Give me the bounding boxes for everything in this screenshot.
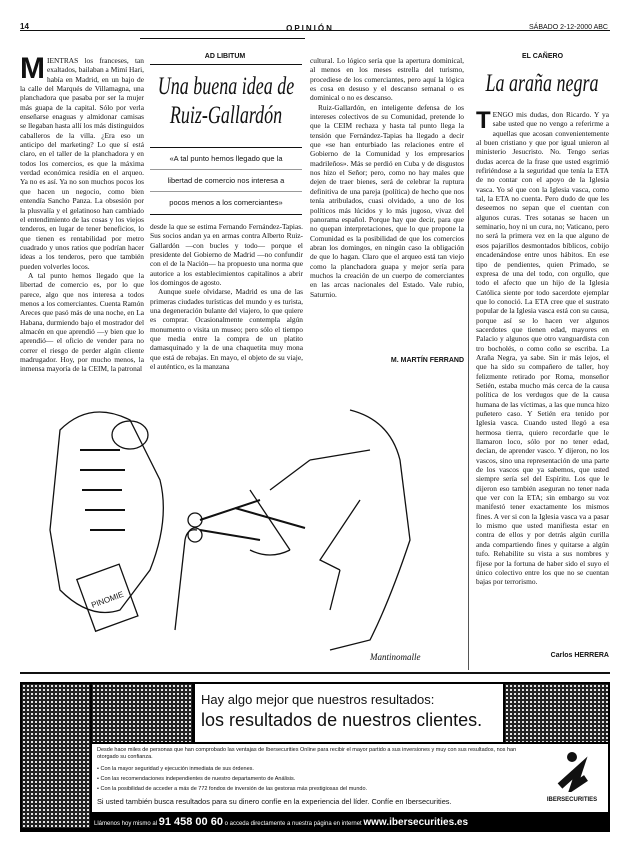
drop-cap: M bbox=[20, 56, 45, 85]
article-left bbox=[20, 56, 144, 386]
header-rule-sub bbox=[140, 38, 305, 39]
ibersecurities-logo bbox=[542, 750, 602, 803]
ad-rule bbox=[20, 672, 610, 674]
pull-line: «A tal punto hemos llegado que la bbox=[150, 148, 302, 170]
kicker-el-canero: EL CAÑERO bbox=[521, 53, 564, 60]
kicker-ad-libitum: AD LIBITUM bbox=[204, 53, 246, 60]
article-right-col bbox=[310, 56, 464, 354]
paragraph: Ruiz-Gallardón, en inteligente defensa de los intereses colectivos de su Comunidad, pretende lo que la CEIM rechaza y hasta tal punto llega la tensión que Fernández-Tapias ha llegado a decir que «se han enturbiado las relaciones entre el Gobierno de la Comunidad y los empresarios madrileños». Más se perdió en Cuba y de disgustos nos hizo el Señor; pero, como no hay males que dejen de traer bienes, será de celebrar la ruptura definitiva de una pareja (política) de hecho que nos tenía atribulados, cuasi olvidado, a uno de los políticos más lúcidos y lo más jugoso, vivaz del panorama español. Porque hay que decir, para que no quepan interpretaciones, que lo que propone la Comunidad es la posibilidad de que los comercios abran los domingos, en ningún caso la obligación de que lo hagan. Claro que el arqueo está tan viejo como la planchadora guapa y mejor sería para muchos la creación de un cuerpo de comerciantes en las arcas nacionales del Estado. Vale rubio, Saturnio. bbox=[310, 102, 464, 299]
ad-footer-lead: Llámenos hoy mismo al bbox=[94, 821, 158, 827]
ad-bullet: • Con la posibilidad de acceder a más de 772 fondos de inversión de las gestoras más prestigiosas del mundo. bbox=[97, 786, 368, 792]
ad-photo-left bbox=[22, 684, 90, 828]
paragraph: ENGO mis dudas, don Ricardo. Y ya sabe usted que no vengo a referirme a aquellas que acosan convenientemente al buen cristiano y que por igual unieron al ministerio Jesucristo. No. Tengo serias dudas acerca de la frase que usted esgrimió refiriéndose a la seguridad que tenía la ETA de no contar con el apoyo de la Iglesia vasca. Yo sé que con la Iglesia vasca, como tal, la ETA no cuenta. Pero dudo de que les deseemos no sepan que el cuentan con algunos curas. Tres sotanas se hacen un seminario, hoy ni un cura, no; Vaticano, pero no será la primera vez en la que alguno de esos pajarillos desmontados bíblicos, cobijo encadenándose entre unos hábitos. En ese tipo de pendientes, quien Primado, se expresa de una del todo, con orgullo, que todo el afecto que un hijo de la Iglesia Católica siente por todo sacerdote ejemplar que lo conoció. La ETA cree que el sustrato popular de la Iglesia vasca está con su causa, porque así se lo hacen ver algunos sacerdotes que tienen edad, mayores en Palacio y algunos que otro vanguardista con tro bocholés, o como coño se escriba. La Araña Negra, ya sabe. Sin ir más lejos, el que ha sido su compañero de taller, hoy felizmente retirado por Roma, monseñor Setién, estaba mucho más cerca de la causa política de los verdugos que de la causa humana de las víctimas, a las que nunca hizo puñetero caso. Y Setién era tenido por Iglesia vasca. Cuando usted llegó a esa hermosa tierra, quiero recordarle que le llamaron loco, sólo por no tener edad, decían, de aprender vasco. Y dijeron, no los vascos, sino una representación de una parte de los vascos que ya sabemos, que usted siempre sería sel del Espíritu. Los que le dijeron eso también aseguran no tener nada que ver con la ETA; sin embargo su voz manifestó tener exactamente los mismos fines. A ver si con la Iglesia vasca va a pasar lo mismo que usted manifiesta estar en contra de ellos y por detrás algún curilla anda compartiendo fines y quitarse a algún tufo. Rehabilite su vista a sus nombres y fíjese por la fortuna de haber sido el suyo el único colectivo entre los que no se cuentan bajas por terrorismo. bbox=[476, 110, 609, 587]
pull-rule-bottom bbox=[150, 214, 302, 215]
headline-right: La araña negra bbox=[485, 70, 599, 97]
paragraph: desde la que se estima Fernando Fernández-Tapias. Sus socios andan ya en armas contra Alberto Ruiz-Gallardón —con bucles y todo— porque el presidente del Gobierno de Madrid —no confundir con el de la Nación— ha propuesto una norma que autorice a los establecimientos capitalinos a abrir los domingos de agosto. bbox=[150, 222, 303, 288]
scissors-icon bbox=[200, 500, 305, 540]
cane bbox=[175, 530, 197, 630]
paragraph: IENTRAS los franceses, tan exaltados, bailaban a Mimí Hari, había en Madrid, en un bajo de la calle del Marqués de Villamagna, una planchadora que pasaba por ser la mujer más guapa de la capital. Sólo por verla enseñarse enaguas y almidonar camisas se llegaban hasta allí los más distinguidos caballeros de la villa. ¿Era eso un anticipo del marketing? Lo que sí está claro, en el taller de la planchadora y en todos los comercios, es que la máxima verdad económica residía en el arqueo. Ya no es así. Ya no son muchos pocos los que hacen un negocio, como bien entendía Sancho Panza. La obsesión por la plusvalía y el gelatinoso han cambiado el entendimiento de las cosas y los viejos tenderos, en lugar de tener beneficios, lo que tienen es rentabilidad por metro cuadrado y unos ratios que podrían hacer ideas a los tenderos, pero que también pueden volverles locos. bbox=[20, 56, 144, 271]
bag-label: PINOMIE bbox=[90, 589, 125, 610]
ad-url-link[interactable]: www.ibersecurities.es bbox=[363, 817, 469, 828]
ad-bullet: • Con las recomendaciones independientes de nuestro departamento de Análisis. bbox=[97, 776, 296, 782]
ad-footer-mid: o acceda directamente a nuestra página en internet bbox=[224, 821, 362, 827]
ibersecurities-i-icon bbox=[552, 750, 592, 792]
drop-cap: T bbox=[476, 110, 491, 134]
pull-line: pocos menos a los comerciantes» bbox=[169, 198, 283, 207]
ad-intro: Desde hace miles de personas que han comprobado las ventajas de Ibersecurities Online para recibir el mayor partido a sus inversiones y muy con sus resultados, nos han otorgado su confianza. bbox=[97, 747, 517, 760]
paragraph: cultural. Lo lógico sería que la apertura dominical, al menos en los meses estrella del turismo, procediese de los comerciantes, pero aquí la lógica es cosa en desuso y el descanso semanal o es dominical o no es descanso. bbox=[310, 56, 464, 103]
paragraph: A tal punto hemos llegado que la libertad de comercio es, por lo que parece, algo que nos interesa a todos menos a los comerciantes. Cuenta Ramón Areces que pasó más de una noche, en La Habana, durmiendo bajo el mostrador del almacén en que aprendió —y bien que lo aprendió— el oficio de vender para no correr el riesgo de perder algún cliente madrugador. Hoy, por mucho menos, la inmensa mayoría de la CEIM, la patronal bbox=[20, 270, 144, 374]
cartoon-signature: Mantinomalle bbox=[370, 652, 421, 662]
ad-tagline: Si usted también busca resultados para su dinero confíe en la experiencia del líder. Confíe en Ibersecurities. bbox=[97, 797, 452, 806]
pull-line: libertad de comercio nos interesa a bbox=[150, 170, 302, 192]
ad-photo-top bbox=[92, 684, 192, 742]
paragraph: Aunque suele olvidarse, Madrid es una de las primeras ciudades turísticas del mundo y es turista, una degeneración bulante del viajero, lo que quiere es comprar. Ocasionalmente contempla algún monumento o visita un museo; pero sólo el tiempo que media entre la compra de un platito damasquinado y la de una chaquetita muy mona que está de rebajas. En mayo, el objeto de su viaje, el auténtico, es la manzana bbox=[150, 287, 303, 372]
ad-headline-2: los resultados de nuestros clientes. bbox=[201, 710, 483, 730]
page-number: 14 bbox=[20, 22, 29, 31]
advertisement-ibersecurities[interactable] bbox=[20, 682, 610, 832]
ad-photo-right bbox=[505, 684, 608, 742]
column-right-body bbox=[476, 110, 609, 634]
ad-bullet: • Con la mayor seguridad y ejecución inmediata de sus órdenes. bbox=[97, 766, 254, 772]
ad-headline-1: Hay algo mejor que nuestros resultados: bbox=[201, 692, 435, 707]
ad-footer bbox=[94, 815, 608, 831]
brand-name: IBERSECURITIES bbox=[546, 797, 598, 803]
column-divider bbox=[468, 150, 469, 670]
author-martin-ferrand: M. MARTÍN FERRAND bbox=[390, 357, 464, 364]
section-title: OPINIÓN bbox=[286, 24, 334, 33]
pull-quote bbox=[150, 148, 302, 213]
article-center-body bbox=[150, 222, 303, 386]
dateline: SÁBADO 2-12-2000 ABC bbox=[529, 24, 608, 31]
ad-body bbox=[92, 744, 608, 812]
ad-headline-box bbox=[195, 684, 503, 742]
kicker-rule bbox=[150, 64, 302, 65]
ad-phone[interactable]: 91 458 00 60 bbox=[158, 816, 223, 828]
headline-center: Una buena idea de Ruiz-Gallardón bbox=[157, 73, 295, 129]
author-carlos-herrera: Carlos HERRERA bbox=[550, 652, 609, 659]
editorial-cartoon bbox=[20, 390, 465, 668]
